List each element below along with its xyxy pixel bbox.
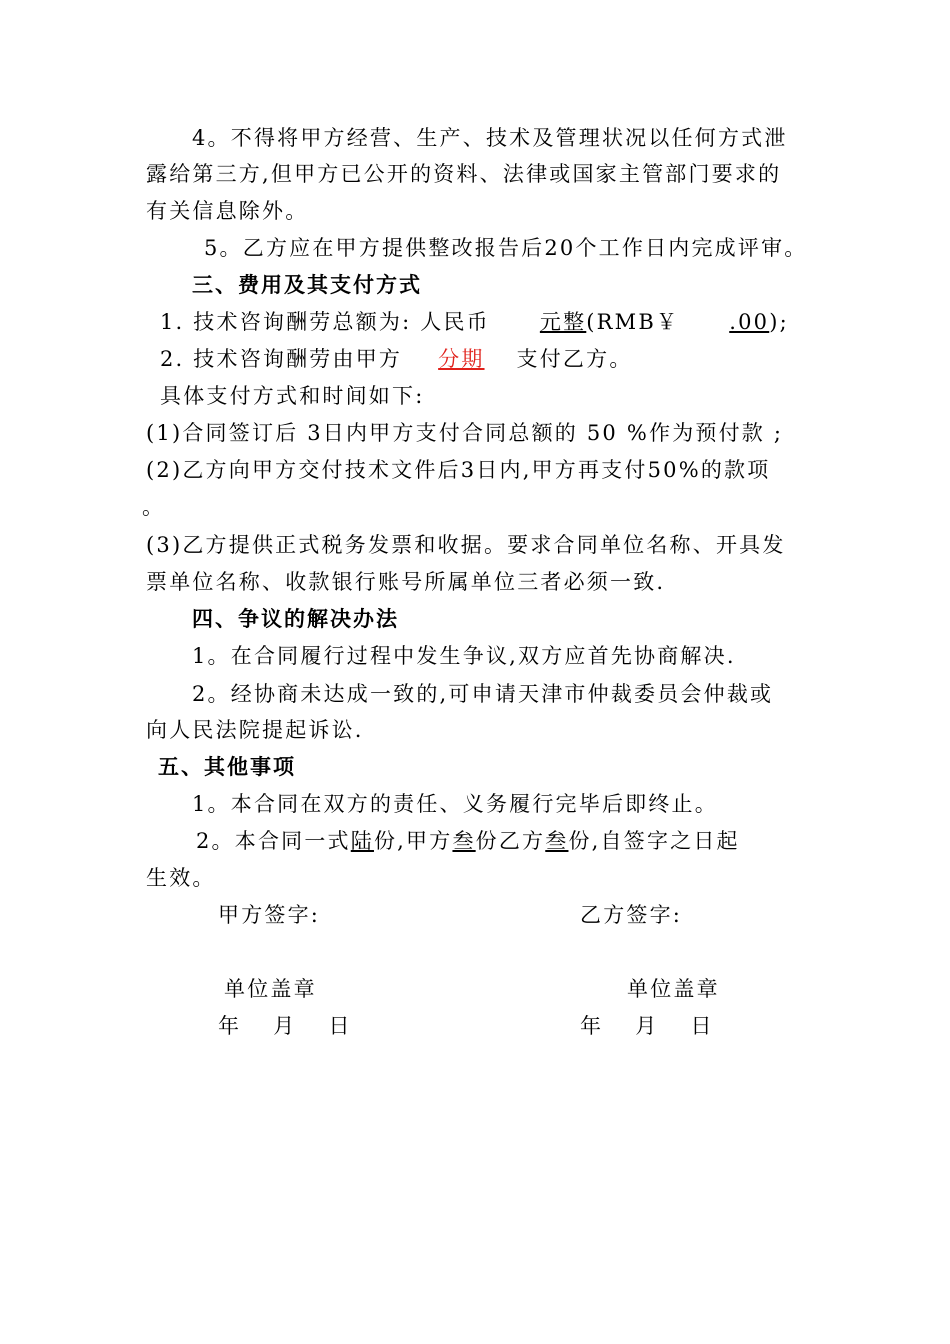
dispute-clause-1: 1。在合同履行过程中发生争议,双方应首先协商解决. bbox=[192, 644, 736, 668]
clause-4-line-2: 露给第三方,但甲方已公开的资料、法律或国家主管部门要求的 bbox=[146, 162, 782, 186]
dispute-clause-2-line-2: 向人民法院提起诉讼. bbox=[146, 718, 364, 742]
other-clause-1: 1。本合同在双方的责任、义务履行完毕后即终止。 bbox=[192, 792, 718, 816]
clause-5: 5。乙方应在甲方提供整改报告后20个工作日内完成评审。 bbox=[204, 236, 808, 260]
dispute-clause-2-line-1: 2。经协商未达成一致的,可申请天津市仲裁委员会仲裁或 bbox=[192, 682, 774, 706]
payment-method-value: 分期 bbox=[438, 347, 485, 371]
other-clause-2-line-2: 生效。 bbox=[146, 866, 216, 890]
section-4-heading: 四、争议的解决办法 bbox=[192, 607, 399, 631]
fee-payment-line bbox=[160, 345, 633, 373]
fee-yuan-text: 元整 bbox=[539, 310, 587, 334]
section-3-heading: 三、费用及其支付方式 bbox=[192, 273, 422, 297]
section-5-heading: 五、其他事项 bbox=[158, 755, 296, 779]
fee-payment-label: 2. 技术咨询酬劳由甲方 bbox=[160, 347, 403, 371]
fee-suffix: ); bbox=[769, 310, 789, 334]
payment-term-1: (1)合同签订后 3日内甲方支付合同总额的 50 %作为预付款 ; bbox=[146, 421, 784, 445]
fee-payment-suffix: 支付乙方。 bbox=[516, 347, 633, 371]
fee-cents: .00 bbox=[729, 310, 770, 334]
party-b-seal-label: 单位盖章 bbox=[627, 977, 720, 1001]
other-clause-2-line-1: 2。本合同一式陆份,甲方叁份乙方叁份,自签字之日起 bbox=[196, 829, 740, 853]
party-a-date: 年 月 日 bbox=[218, 1014, 352, 1038]
fee-total-line bbox=[160, 308, 789, 336]
party-b-signature-label: 乙方签字: bbox=[580, 903, 683, 927]
fee-total-label: 1. 技术咨询酬劳总额为: 人民币 bbox=[160, 310, 490, 334]
payment-detail-intro: 具体支付方式和时间如下: bbox=[160, 384, 425, 408]
clause-4-line-3: 有关信息除外。 bbox=[146, 199, 309, 223]
party-a-signature-label: 甲方签字: bbox=[218, 903, 321, 927]
party-b-date: 年 月 日 bbox=[580, 1014, 714, 1038]
fee-rmb-label: (RMB￥ bbox=[586, 310, 680, 334]
party-b-copies: 叁 bbox=[545, 829, 569, 853]
fee-rmb-blank bbox=[679, 310, 769, 334]
total-copies: 陆 bbox=[350, 829, 374, 853]
clause-4-line-1: 4。不得将甲方经营、生产、技术及管理状况以任何方式泄 bbox=[192, 126, 788, 150]
payment-term-3-line-1: (3)乙方提供正式税务发票和收据。要求合同单位名称、开具发 bbox=[146, 533, 786, 557]
party-a-copies: 叁 bbox=[452, 829, 476, 853]
payment-term-3-line-2: 票单位名称、收款银行账号所属单位三者必须一致. bbox=[146, 570, 666, 594]
payment-term-2: (2)乙方向甲方交付技术文件后3日内,甲方再支付50%的款项 bbox=[146, 458, 771, 482]
fee-amount-blank bbox=[490, 310, 586, 334]
payment-term-2-end: 。 bbox=[142, 495, 166, 519]
party-a-seal-label: 单位盖章 bbox=[224, 977, 317, 1001]
